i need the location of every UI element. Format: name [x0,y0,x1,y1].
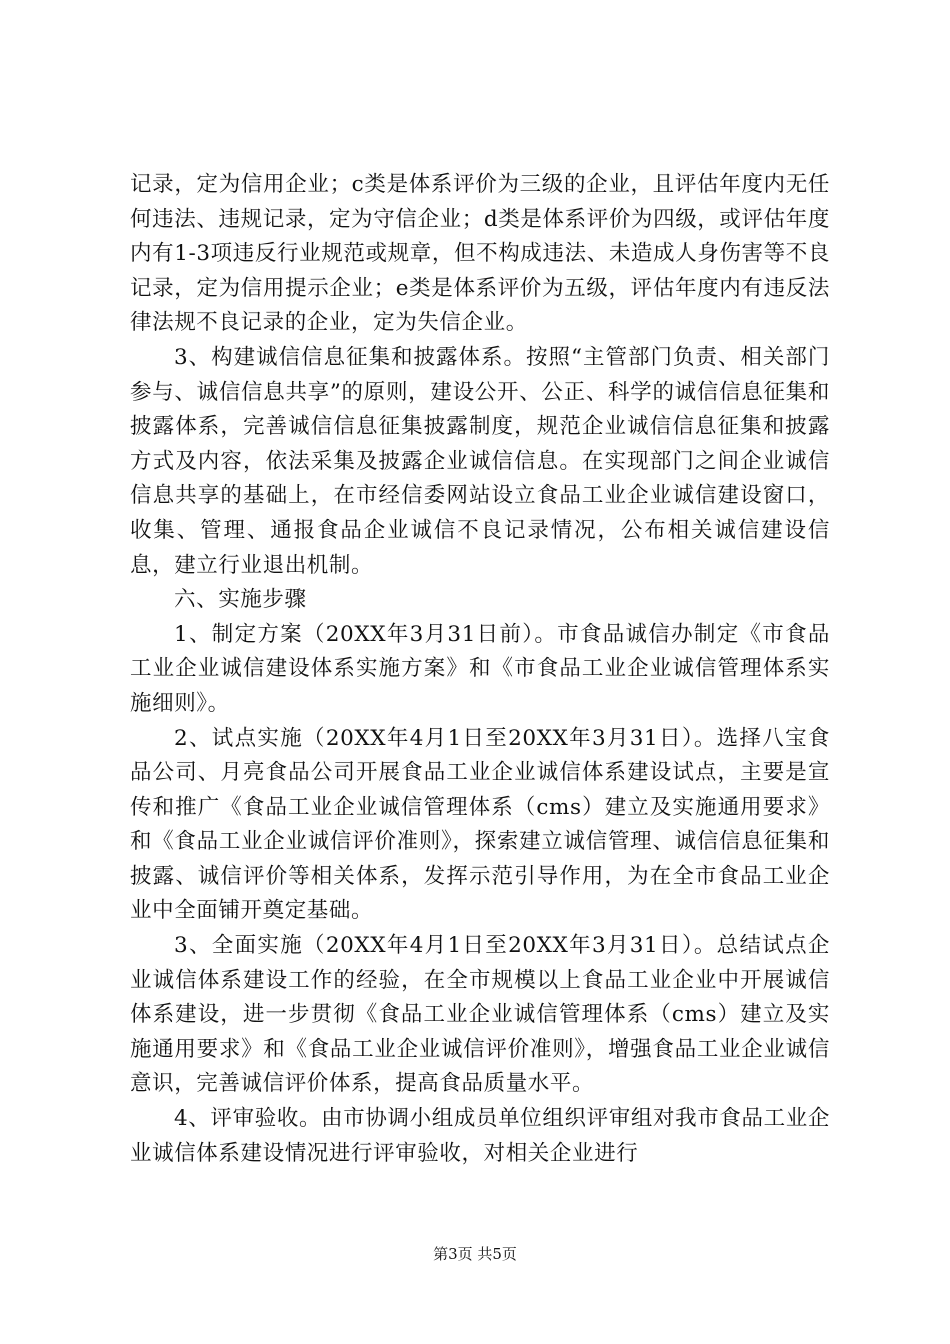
paragraph-step-2: 2、试点实施（20XX年4月1日至20XX年3月31日）。选择八宝食品公司、月亮食品公司开展食品工业企业诚信体系建设试点，主要是宣传和推广《食品工业企业诚信管理体系（cms）建立及实施通用要求》和《食品工业企业诚信评价准则》，探索建立诚信管理、诚信信息征集和披露、诚信评价等相关体系，发挥示范引导作用，为在全市食品工业企业中全面铺开奠定基础。 [130,725,830,924]
paragraph-disclosure-system: 3、构建诚信信息征集和披露体系。按照“主管部门负责、相关部门参与、诚信信息共享”的原则，建设公开、公正、科学的诚信信息征集和披露体系，完善诚信信息征集披露制度，规范企业诚信信息征集和披露方式及内容，依法采集及披露企业诚信信息。在实现部门之间企业诚信信息共享的基础上，在市经信委网站设立食品工业企业诚信建设窗口，收集、管理、通报食品企业诚信不良记录情况，公布相关诚信建设信息，建立行业退出机制。 [130,344,830,578]
body-text [130,168,830,1171]
page-number-footer: 第3页 共5页 [433,1245,517,1263]
section-heading-implementation-steps: 六、实施步骤 [174,587,307,613]
paragraph-credit-categories: 记录，定为信用企业；c类是体系评价为三级的企业，且评估年度内无任何违法、违规记录，定为守信企业；d类是体系评价为四级，或评估年度内有1-3项违反行业规范或规章，但不构成违法、未造成人身伤害等不良记录，定为信用提示企业；e类是体系评价为五级，评估年度内有违反法律法规不良记录的企业，定为失信企业。 [130,172,830,336]
paragraph-step-1: 1、制定方案（20XX年3月31日前）。市食品诚信办制定《市食品工业企业诚信建设体系实施方案》和《市食品工业企业诚信管理体系实施细则》。 [130,621,830,716]
paragraph-step-3: 3、全面实施（20XX年4月1日至20XX年3月31日）。总结试点企业诚信体系建设工作的经验，在全市规模以上食品工业企业中开展诚信体系建设，进一步贯彻《食品工业企业诚信管理体系（cms）建立及实施通用要求》和《食品工业企业诚信评价准则》，增强食品工业企业诚信意识，完善诚信评价体系，提高食品质量水平。 [130,933,830,1097]
paragraph-step-4: 4、评审验收。由市协调小组成员单位组织评审组对我市食品工业企业诚信体系建设情况进行评审验收，对相关企业进行 [130,1106,830,1166]
